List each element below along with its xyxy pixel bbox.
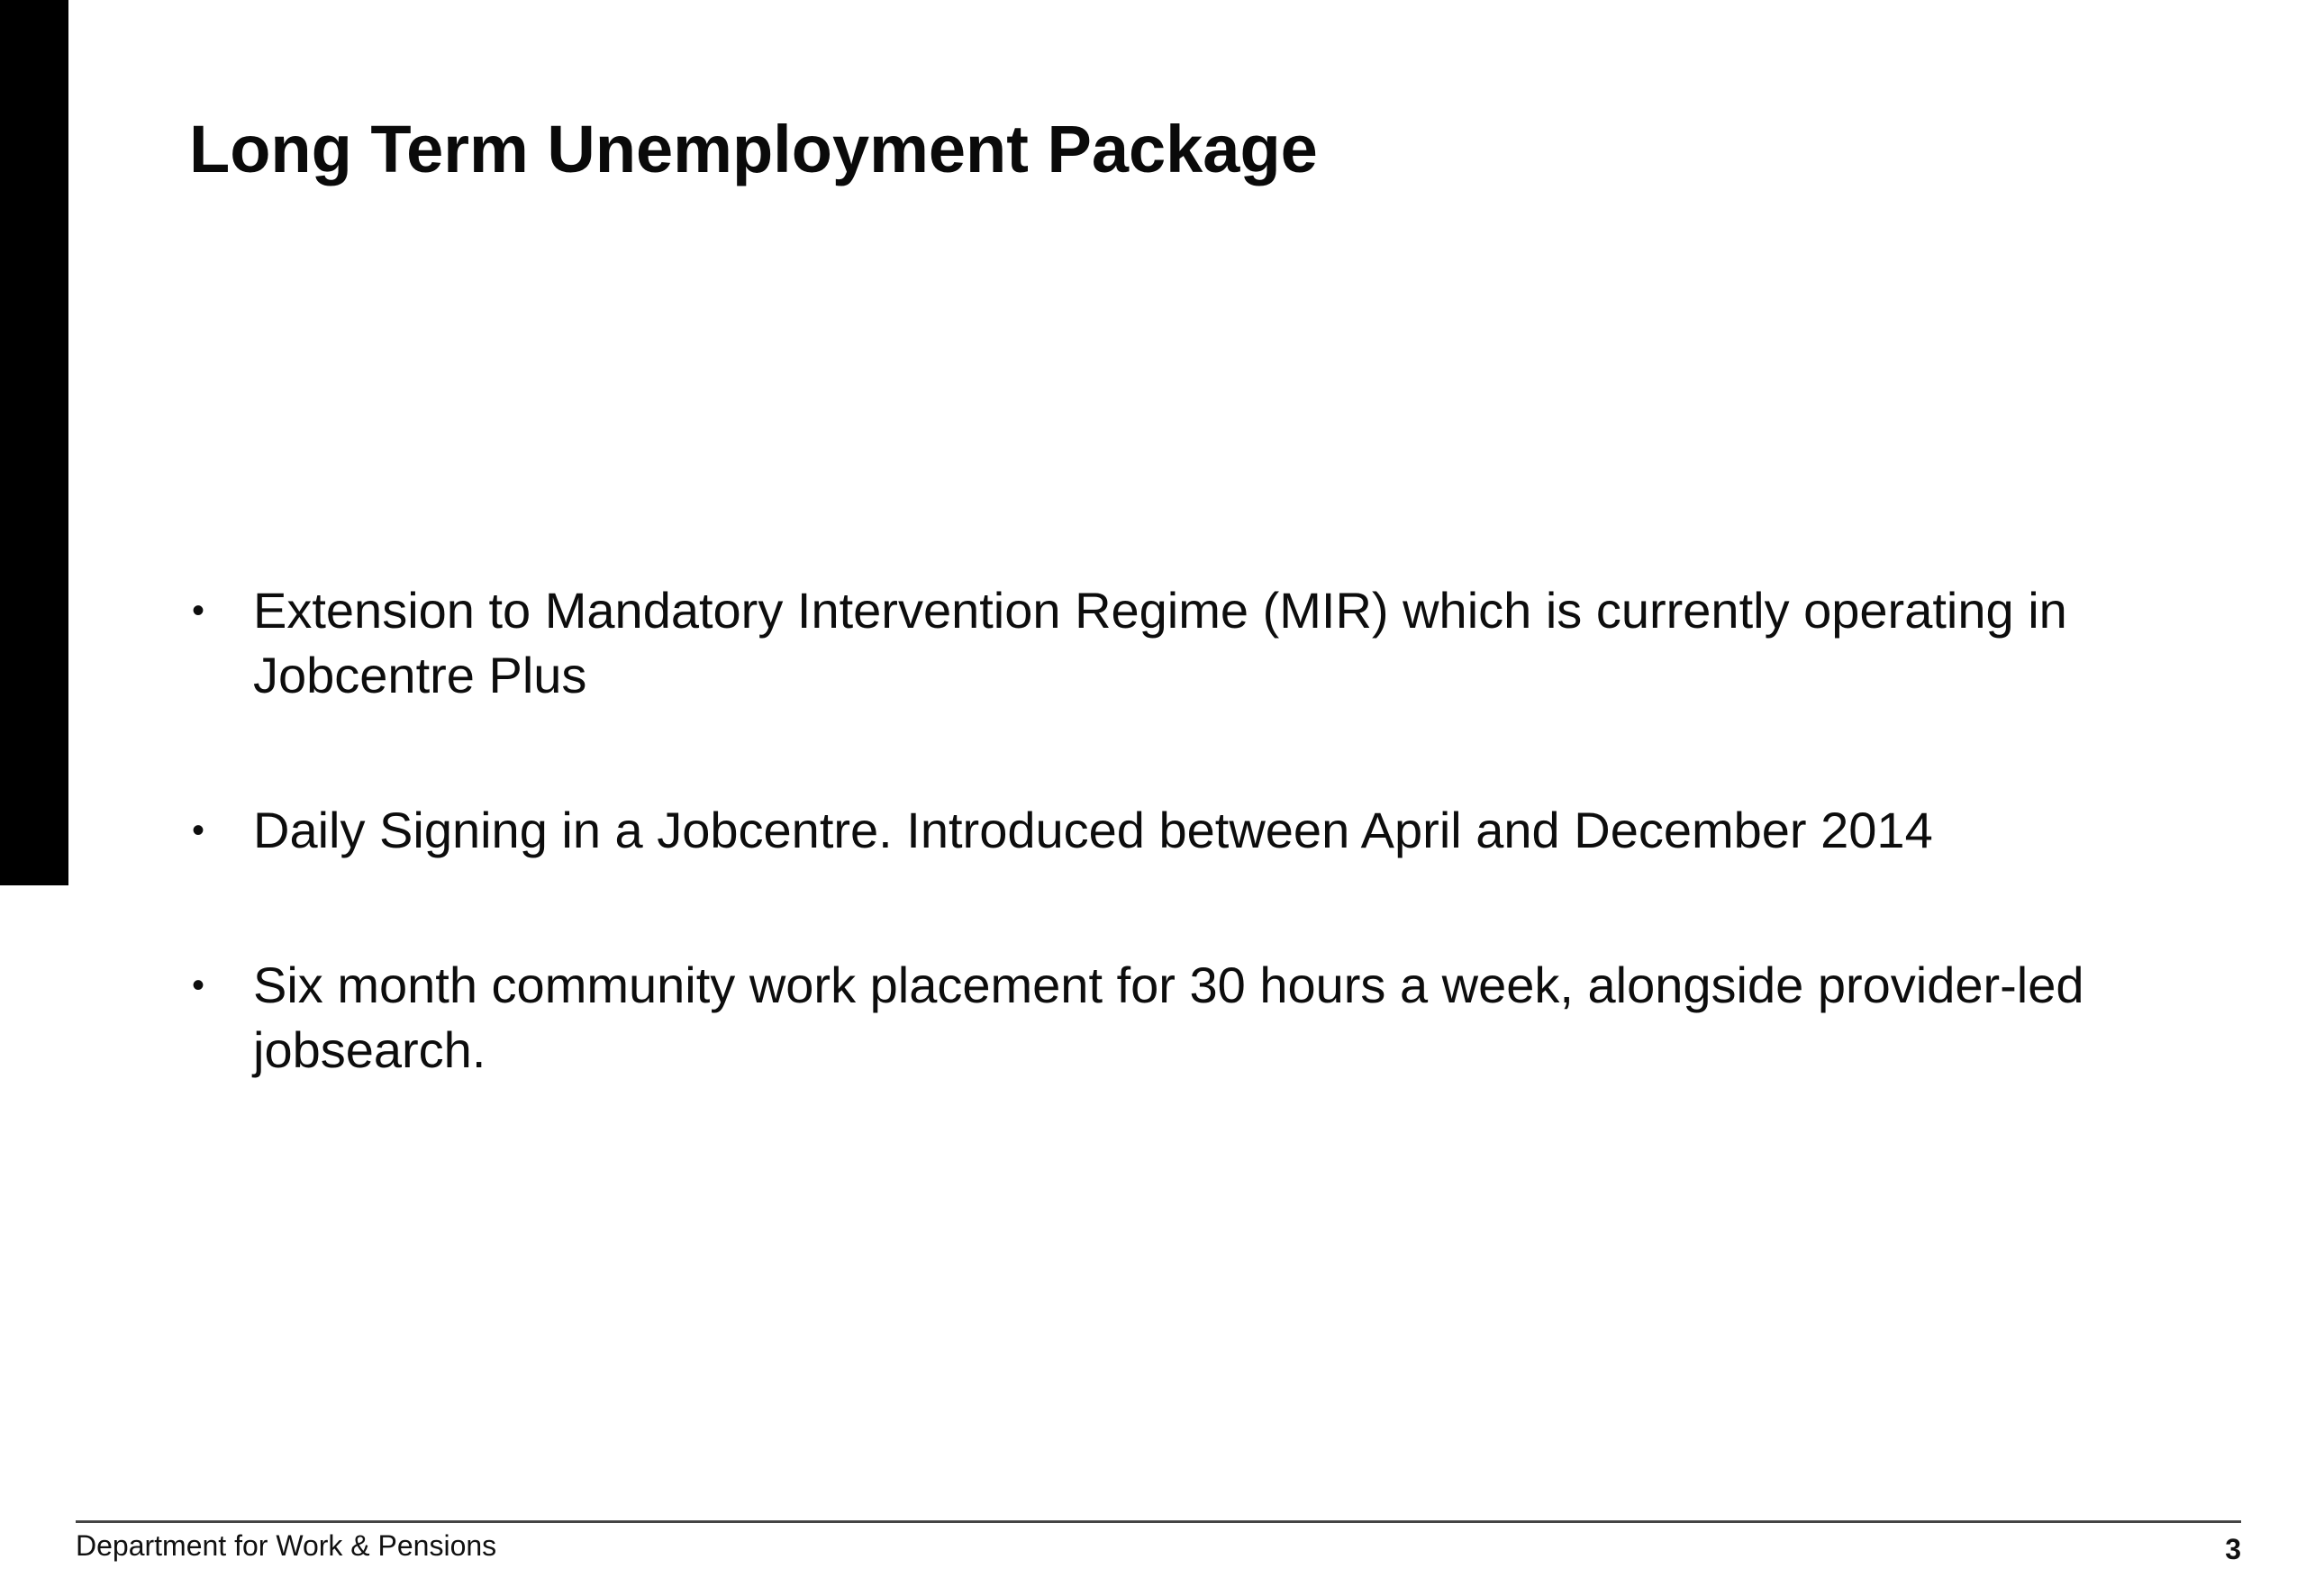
footer-divider (76, 1520, 2241, 1523)
bullet-text: Daily Signing in a Jobcentre. Introduced between April and December 2014 (253, 802, 1933, 858)
bullet-list (185, 578, 2121, 1083)
bullet-text: Six month community work placement for 30 hours a week, alongside provider-led jobsearch. (253, 957, 2084, 1078)
bullet-dot-icon: • (191, 966, 204, 1005)
bullet-dot-icon: • (191, 811, 204, 850)
bullet-text: Extension to Mandatory Intervention Regime (MIR) which is currently operating in Jobcentre Plus (253, 582, 2067, 703)
bullet-item-3 (185, 953, 2121, 1083)
footer-organization: Department for Work & Pensions (76, 1529, 497, 1562)
left-accent-bar (0, 0, 68, 885)
bullet-item-2 (185, 798, 2121, 863)
bullet-item-1 (185, 578, 2121, 708)
page-number: 3 (2225, 1533, 2241, 1565)
slide-title: Long Term Unemployment Package (189, 112, 1318, 186)
bullet-dot-icon: • (191, 591, 204, 630)
